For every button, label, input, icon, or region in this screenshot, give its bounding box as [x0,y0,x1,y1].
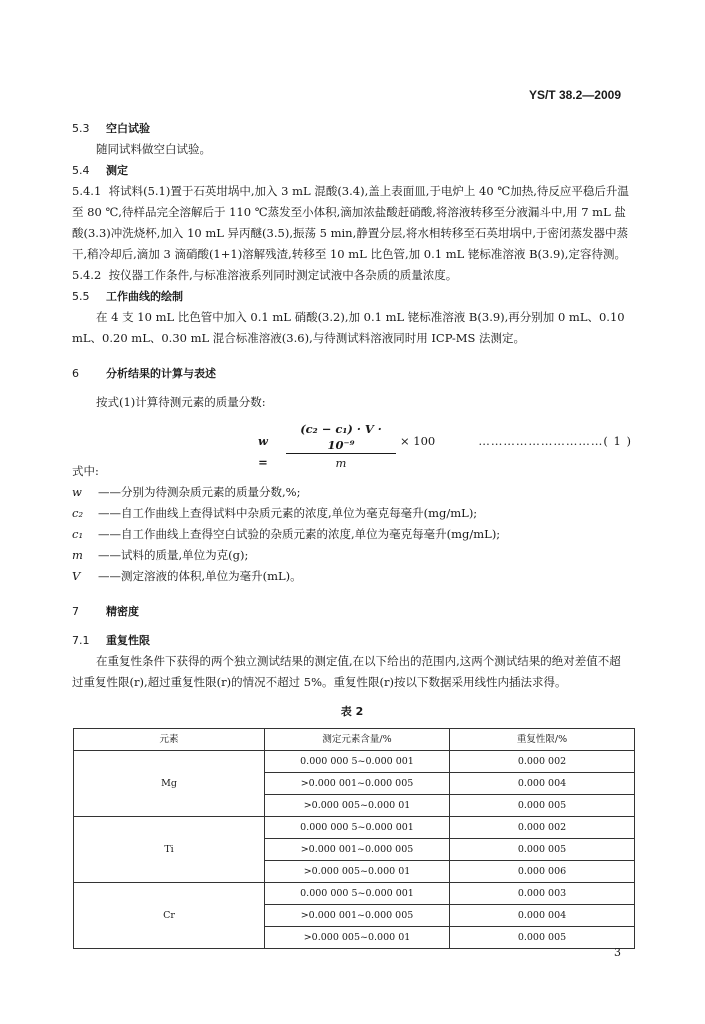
limit-cell: 0.000 002 [450,817,635,839]
content-cell: >0.000 005~0.000 01 [265,861,450,883]
table-caption: 表 2 [340,705,364,718]
section-6-intro: 按式(1)计算待测元素的质量分数: [96,395,266,409]
definition-item: c₁ ——自工作曲线上查得空白试验的杂质元素的浓度,单位为毫克每毫升(mg/mL); [72,527,501,541]
content-cell: 0.000 000 5~0.000 001 [265,751,450,773]
equation-number: …………………………( 1 ) [478,434,632,448]
formula-denominator: m [335,456,347,470]
content-cell: >0.000 001~0.000 005 [265,839,450,861]
element-cell: Cr [74,883,265,949]
section-7-heading: 7 精密度 [72,605,139,618]
page-number: 3 [614,946,621,959]
section-7-1-heading: 7.1 重复性限 [72,634,150,647]
limit-cell: 0.000 006 [450,861,635,883]
table-row [74,751,635,773]
definition-list [72,482,632,587]
limit-cell: 0.000 005 [450,839,635,861]
section-7-1-text: 在重复性条件下获得的两个独立测试结果的测定值,在以下给出的范围内,这两个测试结果的绝对差值不超过重复性限(r),超过重复性限(r)的情况不超过 5%。重复性限(r)按以下数据采用线性内插法求得。 [72,654,621,689]
table-row [74,883,635,905]
formula-numerator: (c₂ − c₁) · V · 10⁻⁹ [286,421,396,454]
formula-lhs: w = [258,434,268,469]
document-header: YS/T 38.2—2009 [528,88,621,102]
precision-table [73,728,635,949]
content-cell: 0.000 000 5~0.000 001 [265,817,450,839]
definition-item: c₂ ——自工作曲线上查得试料中杂质元素的浓度,单位为毫克每毫升(mg/mL); [72,506,478,520]
limit-cell: 0.000 002 [450,751,635,773]
section-5-4-2-text: 5.4.2 按仪器工作条件,与标准溶液系列同时测定试液中各杂质的质量浓度。 [72,268,458,282]
definition-item: V ——测定溶液的体积,单位为毫升(mL)。 [72,569,302,583]
limit-cell: 0.000 004 [450,905,635,927]
formula-times: × 100 [400,434,436,448]
content-cell: >0.000 005~0.000 01 [265,927,450,949]
section-5-4-heading: 5.4 测定 [72,164,128,177]
content-cell: >0.000 005~0.000 01 [265,795,450,817]
table-header: 重复性限/% [450,729,635,751]
section-5-4-1-text: 5.4.1 将试料(5.1)置于石英坩埚中,加入 3 mL 混酸(3.4),盖上表面皿,于电炉上 40 ℃加热,待反应平稳后升温至 80 ℃,待样品完全溶解后于 110 ℃蒸发至小体积,滴加浓盐酸赶硝酸,将溶液转移至分液漏斗中,用 7 mL 盐酸(3.3)冲洗烧杯,加入 10 mL 异丙醚(3.5),振荡 5 min,静置分层,将水相转移至石英坩埚中,于密闭蒸发器中蒸干,稍冷却后,滴加 3 滴硝酸(1+1)溶解残渣,转移至 10 mL 比色管,加 0.1 mL 铑标准溶液 B(3.9),定容待测。 [72,184,629,261]
section-5-3-heading: 5.3 空白试验 [72,122,150,135]
content-cell: >0.000 001~0.000 005 [265,773,450,795]
definition-item: m ——试料的质量,单位为克(g); [72,548,249,562]
section-6-heading: 6 分析结果的计算与表述 [72,367,216,380]
content-cell: 0.000 000 5~0.000 001 [265,883,450,905]
section-5-5-text: 在 4 支 10 mL 比色管中加入 0.1 mL 硝酸(3.2),加 0.1 mL 铑标准溶液 B(3.9),再分别加 0 mL、0.10 mL、0.20 mL、0.30 mL 混合标准溶液(3.6),与待测试料溶液同时用 ICP-MS 法测定。 [72,310,625,345]
limit-cell: 0.000 005 [450,927,635,949]
section-5-5-heading: 5.5 工作曲线的绘制 [72,290,183,303]
limit-cell: 0.000 003 [450,883,635,905]
content-cell: >0.000 001~0.000 005 [265,905,450,927]
limit-cell: 0.000 004 [450,773,635,795]
table-row [74,817,635,839]
page-body [72,118,632,949]
element-cell: Mg [74,751,265,817]
table-header: 测定元素含量/% [265,729,450,751]
definition-item: w ——分别为待测杂质元素的质量分数,%; [72,485,301,499]
section-5-3-text: 随同试料做空白试验。 [96,142,211,156]
element-cell: Ti [74,817,265,883]
limit-cell: 0.000 005 [450,795,635,817]
table-header: 元素 [74,729,265,751]
formula-1 [72,419,632,470]
where-label: 式中: [72,464,99,478]
